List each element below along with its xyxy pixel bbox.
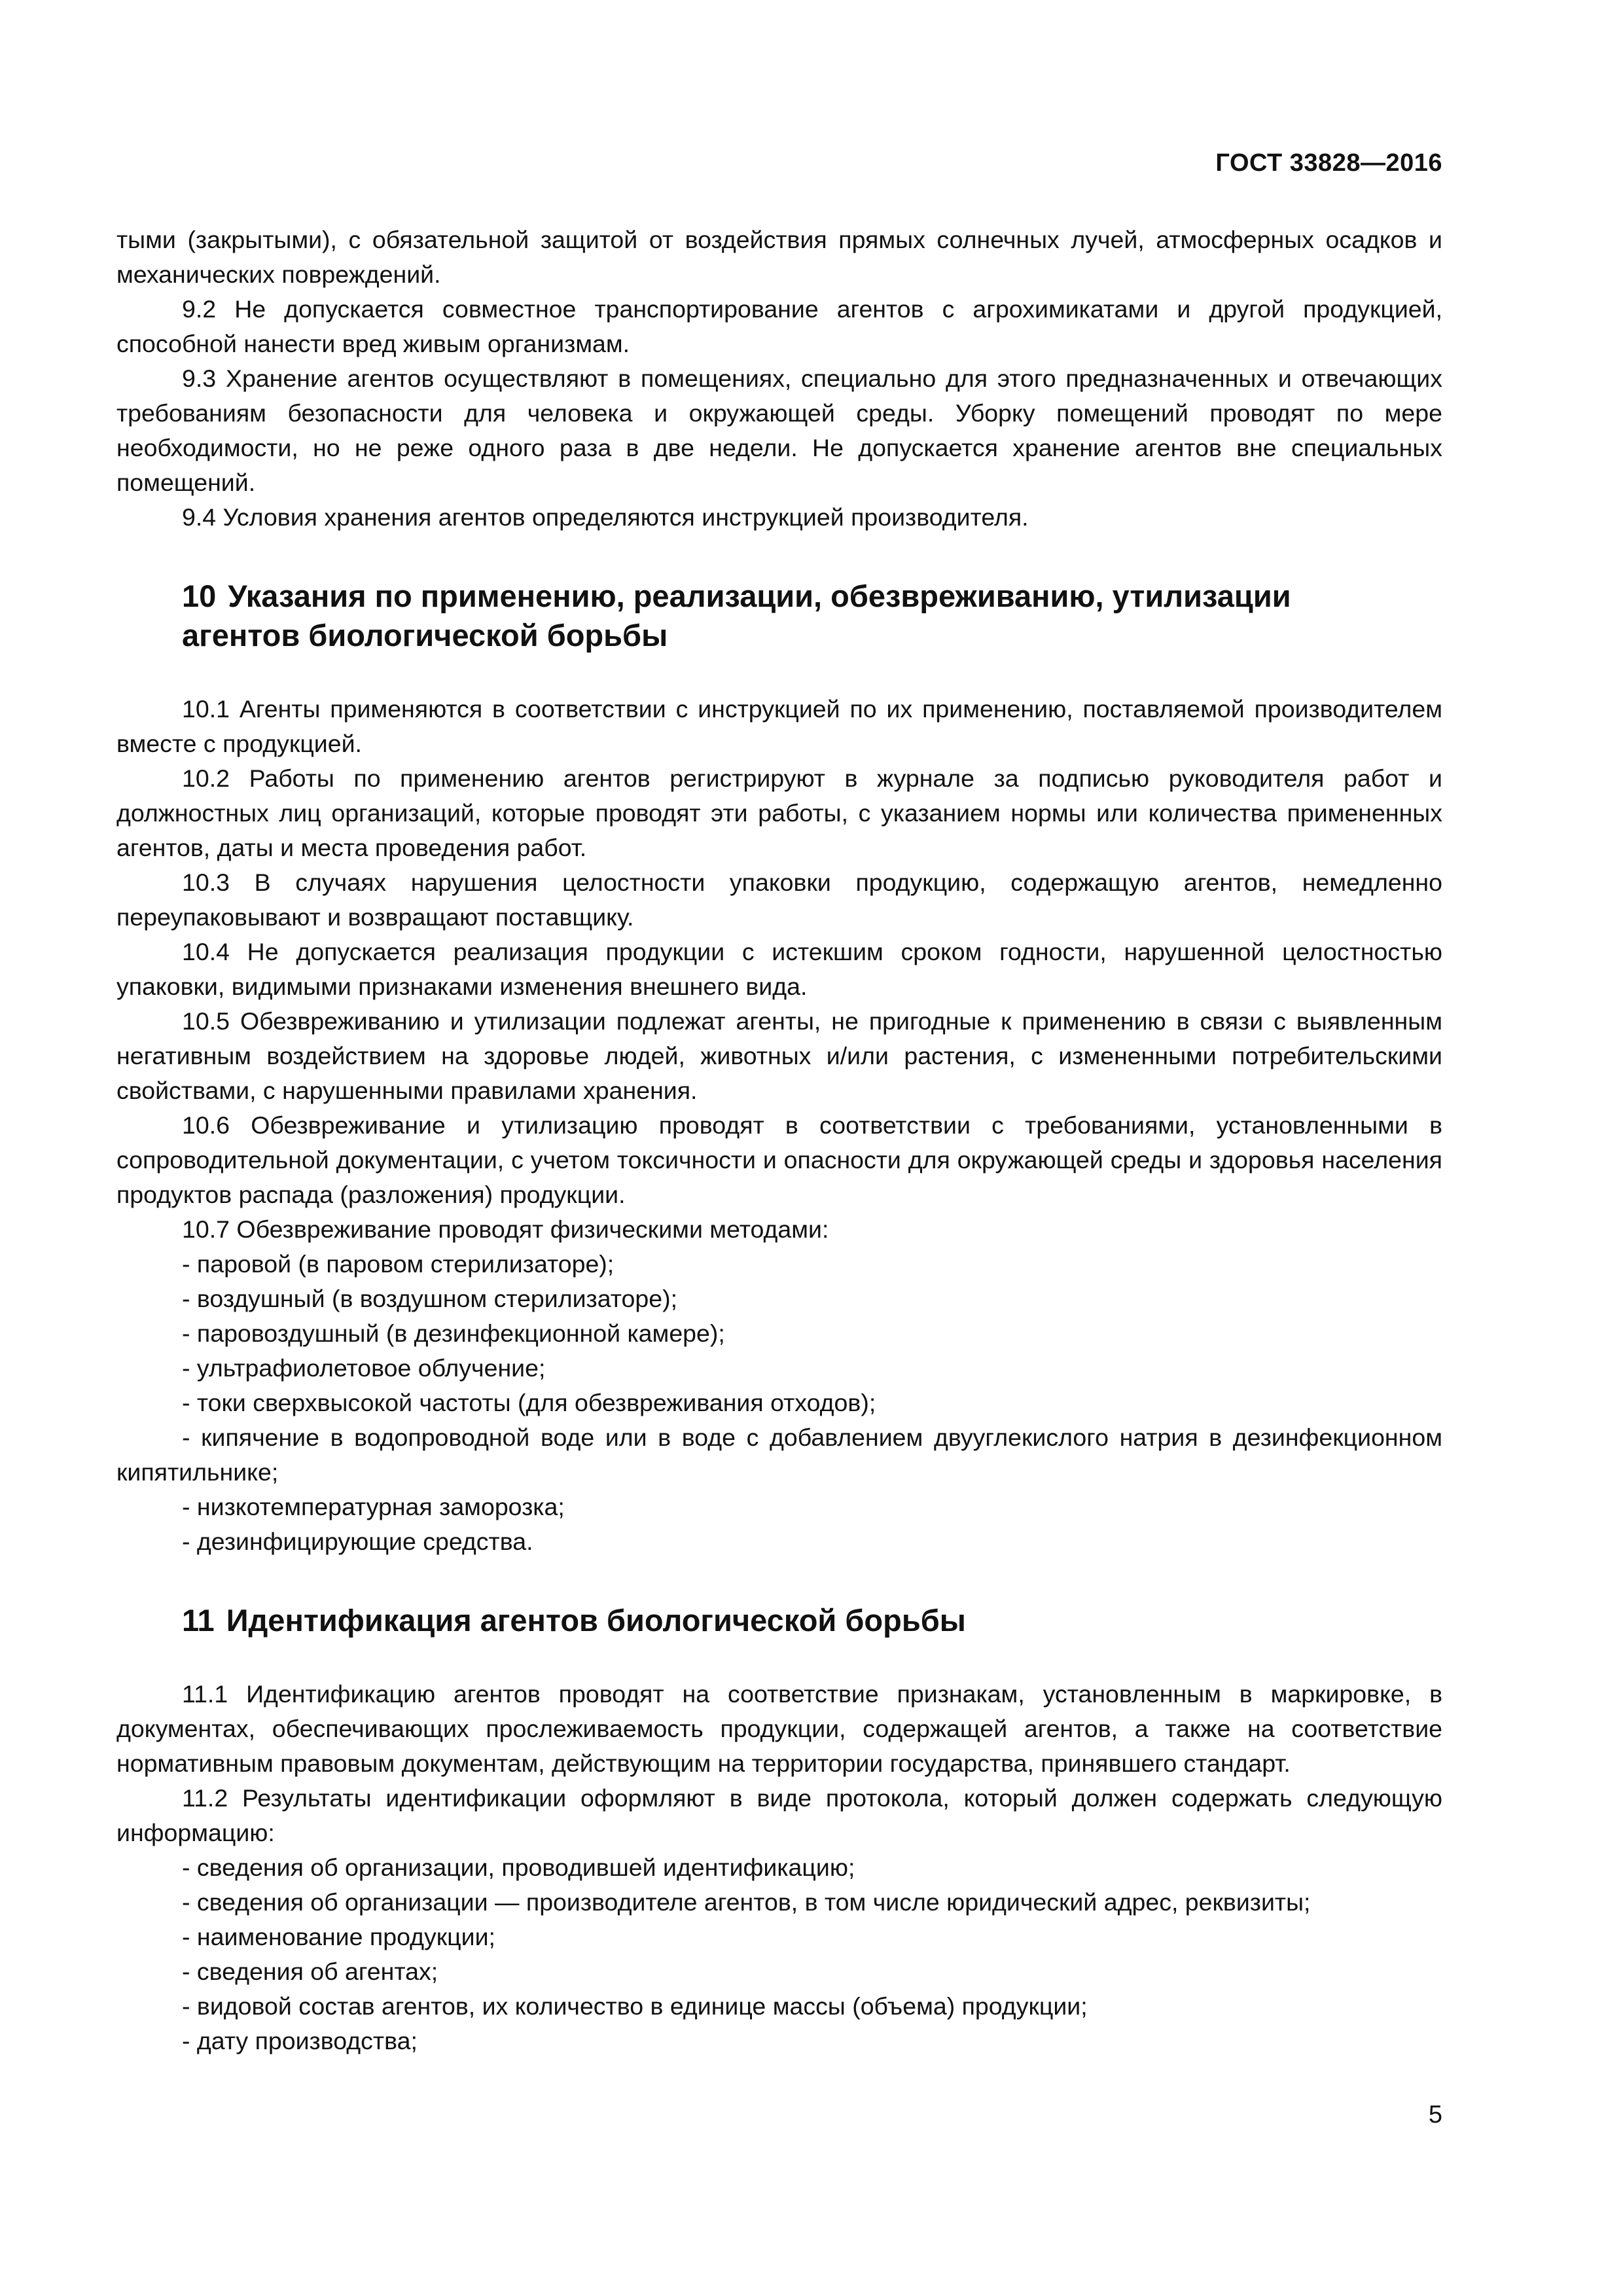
section-10-heading <box>116 577 1452 655</box>
list-item: - низкотемпературная заморозка; <box>182 1493 565 1520</box>
paragraph-10-1: 10.1 Агенты применяются в соответствии с инструкцией по их применению, поставляемой производителем вместе с продукцией. <box>116 695 1442 757</box>
paragraph-10-3: 10.3 В случаях нарушения целостности упаковки продукцию, содержащую агентов, немедленно переупаковывают и возвращают поставщику. <box>116 869 1442 931</box>
document-header: ГОСТ 33828—2016 <box>1215 149 1442 177</box>
list-item: - сведения об агентах; <box>182 1958 438 1985</box>
list-item: - воздушный (в воздушном стерилизаторе); <box>182 1285 678 1312</box>
paragraph-10-5: 10.5 Обезвреживанию и утилизации подлежат агенты, не пригодные к применению в связи с выявленным негативным воздействием на здоровье людей, животных и/или растения, с измененными потребительскими свойствами, с нарушенными правилами хранения. <box>116 1007 1442 1104</box>
list-item: - токи сверхвысокой частоты (для обезвреживания отходов); <box>182 1389 876 1416</box>
list-item: - сведения об организации, проводившей идентификацию; <box>182 1854 855 1881</box>
paragraph-10-2: 10.2 Работы по применению агентов регистрируют в журнале за подписью руководителя работ и должностных лиц организаций, которые проводят эти работы, с указанием нормы или количества примененных агентов, даты и места проведения работ. <box>116 764 1442 861</box>
paragraph-9-2: 9.2 Не допускается совместное транспортирование агентов с агрохимикатами и другой продукцией, способной нанести вред живым организмам. <box>116 295 1442 357</box>
list-item: - дезинфицирующие средства. <box>182 1528 533 1555</box>
list-item: - дату производства; <box>182 2027 418 2054</box>
paragraph-9-4: 9.4 Условия хранения агентов определяются инструкцией производителя. <box>182 503 1029 531</box>
paragraph-10-4: 10.4 Не допускается реализация продукции с истекшим сроком годности, нарушенной целостностью упаковки, видимыми признаками изменения внешнего вида. <box>116 938 1442 1000</box>
paragraph-10-7: 10.7 Обезвреживание проводят физическими методами: <box>182 1215 829 1243</box>
section-11-number: 11 <box>182 1603 215 1638</box>
list-item: - ультрафиолетовое облучение; <box>182 1354 546 1382</box>
list-item: - паровой (в паровом стерилизаторе); <box>182 1250 615 1278</box>
paragraph-11-1: 11.1 Идентификацию агентов проводят на соответствие признакам, установленным в маркировке, в документах, обеспечивающих прослеживаемость продукции, содержащей агентов, а также на соответствие нормативным правовым документам, действующим на территории государства, принявшего стандарт. <box>116 1680 1442 1777</box>
section-10-title-line1: Указания по применению, реализации, обезвреживанию, утилизации <box>228 579 1291 613</box>
section-11-heading <box>116 1601 1452 1640</box>
paragraph-11-2: 11.2 Результаты идентификации оформляют в виде протокола, который должен содержать следующую информацию: <box>116 1784 1442 1846</box>
section-11-title: Идентификация агентов биологической борьбы <box>226 1603 966 1638</box>
list-item: - видовой состав агентов, их количество в единице массы (объема) продукции; <box>182 1992 1088 2020</box>
list-item: - паровоздушный (в дезинфекционной камере); <box>182 1319 725 1347</box>
list-item: - сведения об организации — производителе агентов, в том числе юридический адрес, реквизиты; <box>182 1888 1311 1916</box>
list-item: - кипячение в водопроводной воде или в воде с добавлением двууглекислого натрия в дезинфекционном кипятильнике; <box>116 1424 1442 1486</box>
list-item: - наименование продукции; <box>182 1923 495 1950</box>
page-number: 5 <box>1428 2101 1442 2128</box>
section-10-number: 10 <box>182 579 217 613</box>
paragraph-10-6: 10.6 Обезвреживание и утилизацию проводят в соответствии с требованиями, установленными в сопроводительной документации, с учетом токсичности и опасности для окружающей среды и здоровья населения продуктов распада (разложения) продукции. <box>116 1111 1442 1208</box>
paragraph-continuation: тыми (закрытыми), с обязательной защитой от воздействия прямых солнечных лучей, атмосферных осадков и механических повреждений. <box>116 226 1442 288</box>
document-body <box>116 223 1442 2058</box>
section-10-title-line2: агентов биологической борьбы <box>182 618 668 653</box>
paragraph-9-3: 9.3 Хранение агентов осуществляют в помещениях, специально для этого предназначенных и отвечающих требованиям безопасности для человека и окружающей среды. Уборку помещений проводят по мере необходимости, но не реже одного раза в две недели. Не допускается хранение агентов вне специальных помещений. <box>116 365 1442 496</box>
